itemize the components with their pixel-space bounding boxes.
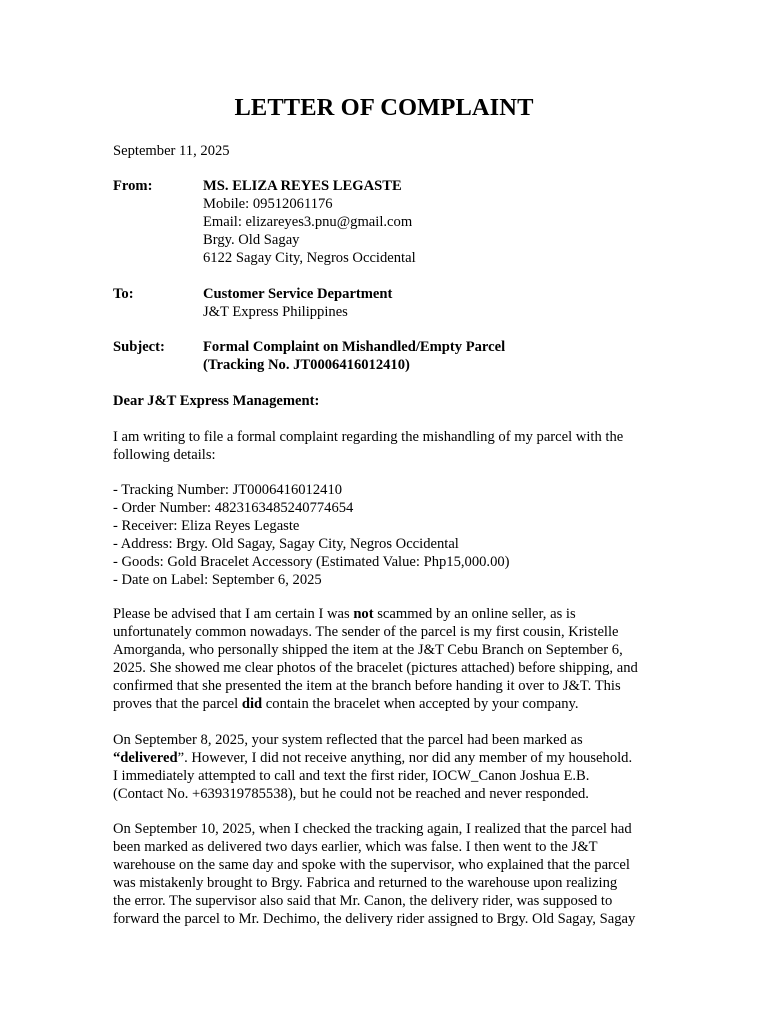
detail-item: - Receiver: Eliza Reyes Legaste [113,518,300,534]
paragraph-line: On September 8, 2025, your system reflected that the parcel had been marked as [113,732,583,748]
sender-address-line1: Brgy. Old Sagay [203,232,300,248]
intro-line: following details: [113,447,216,463]
text-segment: Please be advised that I am certain I was [113,606,354,622]
paragraph-line: I immediately attempted to call and text the first rider, IOCW_Canon Joshua E.B. [113,768,590,784]
subject-line1: Formal Complaint on Mishandled/Empty Parcel [203,339,506,355]
paragraph-line: 2025. She showed me clear photos of the bracelet (pictures attached) before shipping, and [113,660,638,676]
paragraph-line: was mistakenly brought to Brgy. Fabrica and returned to the warehouse upon realizing [113,875,618,891]
recipient-company: J&T Express Philippines [203,304,348,320]
paragraph-line [113,695,579,713]
recipient-department: Customer Service Department [203,286,393,302]
detail-item: - Goods: Gold Bracelet Accessory (Estimated Value: Php15,000.00) [113,554,510,570]
emphasis-text: did [241,696,263,712]
emphasis-text: not [353,606,374,622]
subject-line2: (Tracking No. JT0006416012410) [203,357,410,373]
detail-item: - Order Number: 4823163485240774654 [113,500,354,516]
detail-item: - Tracking Number: JT0006416012410 [113,482,343,498]
letter-date: September 11, 2025 [113,143,230,159]
sender-address-line2: 6122 Sagay City, Negros Occidental [203,250,416,266]
to-label: To: [113,286,134,302]
letter-title: LETTER OF COMPLAINT [234,94,534,121]
paragraph-line: (Contact No. +639319785538), but he could not be reached and never responded. [113,786,589,802]
text-segment: scammed by an online seller, as is [373,606,576,622]
paragraph-line: unfortunately common nowadays. The sender of the parcel is my first cousin, Kristelle [113,624,619,640]
detail-item: - Address: Brgy. Old Sagay, Sagay City, Negros Occidental [113,536,459,552]
intro-line: I am writing to file a formal complaint regarding the mishandling of my parcel with the [113,429,624,445]
sender-mobile: Mobile: 09512061176 [203,196,333,212]
paragraph-line: been marked as delivered two days earlier, which was false. I then went to the J&T [113,839,598,855]
paragraph-line: warehouse on the same day and spoke with the supervisor, who explained that the parcel [113,857,630,873]
emphasis-text: “delivered [113,750,178,766]
text-segment: ”. However, I did not receive anything, nor did any member of my household. [177,750,633,766]
text-segment: proves that the parcel [113,696,242,712]
paragraph-line: confirmed that she presented the item at the branch before handing it over to J&T. This [113,678,621,694]
paragraph-line [113,749,632,767]
sender-email: Email: elizareyes3.pnu@gmail.com [203,214,413,230]
paragraph-line: On September 10, 2025, when I checked the tracking again, I realized that the parcel had [113,821,632,837]
paragraph-line: forward the parcel to Mr. Dechimo, the delivery rider assigned to Brgy. Old Sagay, Sagay [113,911,636,927]
sender-name: MS. ELIZA REYES LEGASTE [203,178,402,194]
paragraph-line: the error. The supervisor also said that Mr. Canon, the delivery rider, was supposed to [113,893,613,909]
paragraph-line [113,605,576,623]
from-label: From: [113,178,153,194]
subject-label: Subject: [113,339,165,355]
salutation: Dear J&T Express Management: [113,393,320,409]
detail-item: - Date on Label: September 6, 2025 [113,572,322,588]
paragraph-line: Amorganda, who personally shipped the item at the J&T Cebu Branch on September 6, [113,642,623,658]
text-segment: contain the bracelet when accepted by your company. [262,696,579,712]
